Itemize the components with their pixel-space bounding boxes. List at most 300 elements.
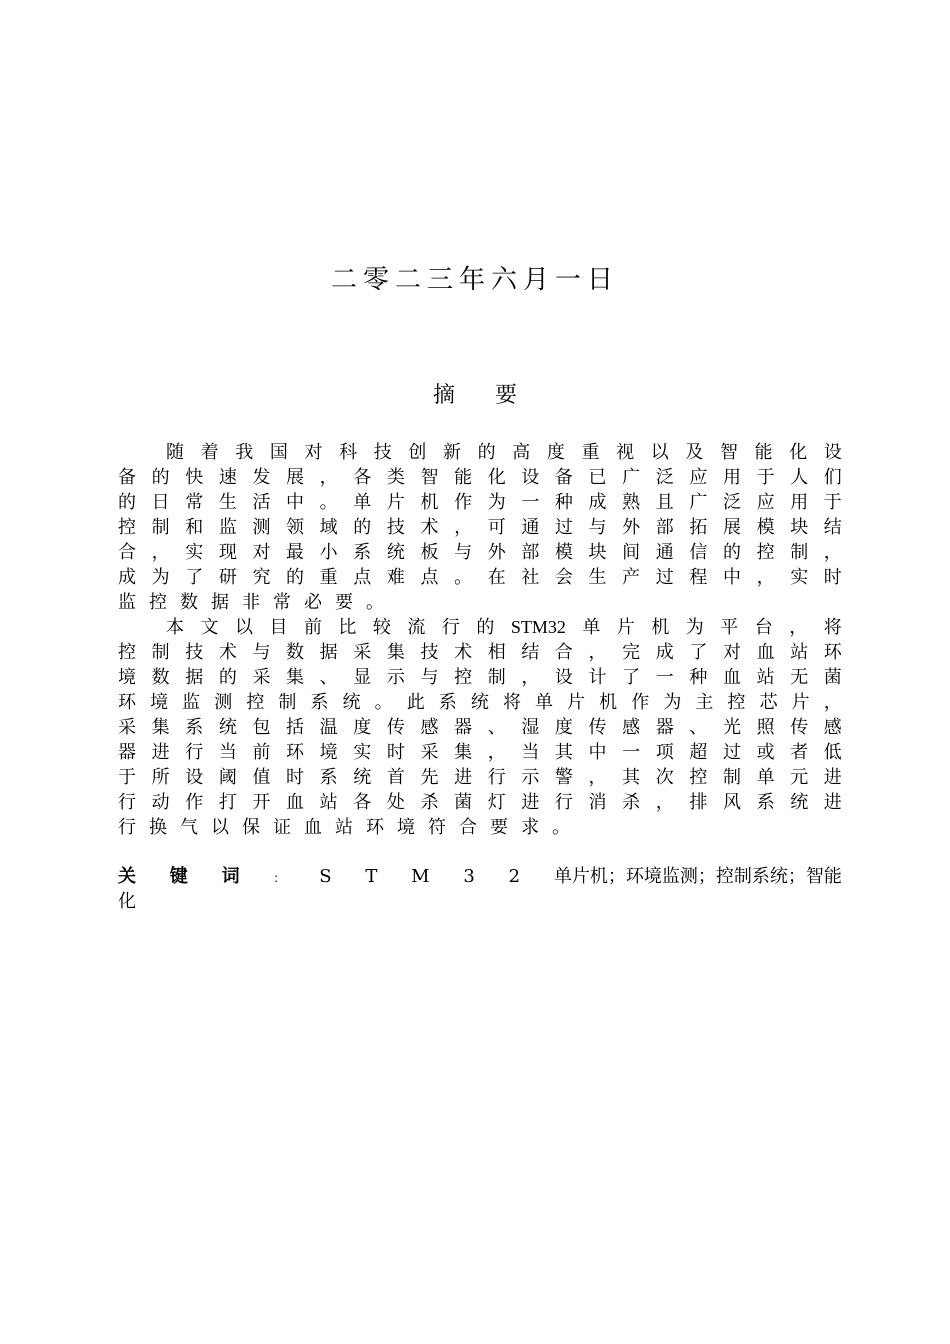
text-char: 首 [386, 767, 405, 788]
text-char: 片 [791, 692, 810, 713]
text-char: 者 [790, 742, 809, 763]
text-char: ， [588, 642, 607, 663]
text-char: 。 [374, 692, 393, 713]
text-char: 血 [756, 642, 775, 663]
text-char: 监 [118, 592, 136, 613]
text-char: 感 [823, 717, 842, 738]
text-char: 单 [756, 767, 775, 788]
text-char: 证 [273, 817, 291, 838]
text-char: 集 [151, 717, 170, 738]
text-char: 片 [567, 692, 586, 713]
text-char: 示 [521, 767, 540, 788]
text-char: 结 [823, 517, 842, 538]
text-char: 前 [303, 617, 322, 638]
text-char: 于 [118, 767, 136, 788]
text-char: 进 [823, 767, 842, 788]
text-char: 控 [727, 692, 746, 713]
keyword-latin: 单片机；环境监测；控制系统；智能 [553, 866, 842, 887]
text-char: 作 [631, 692, 650, 713]
keywords-colon: ： [273, 871, 286, 885]
text-char: 新 [443, 442, 461, 463]
text-char: 技 [185, 642, 204, 663]
text-char: 感 [420, 717, 439, 738]
text-char: 、 [689, 717, 708, 738]
text-char: 板 [420, 542, 439, 563]
text-char: 为 [685, 617, 704, 638]
text-char: 点 [353, 567, 372, 588]
keywords-label-char: 词 [221, 866, 240, 887]
text-char: 在 [487, 567, 506, 588]
text-char: 了 [689, 642, 708, 663]
text-char: 术 [420, 517, 439, 538]
text-char: 比 [338, 617, 357, 638]
text-char: 通 [655, 542, 674, 563]
text-char: 菌 [454, 792, 473, 813]
keyword-char: T [365, 866, 378, 887]
text-char: 采 [252, 667, 271, 688]
text-char: 度 [546, 442, 565, 463]
text-char: 当 [218, 742, 237, 763]
text-char: ， [151, 542, 170, 563]
text-char: 展 [722, 517, 741, 538]
text-char: 机 [420, 492, 439, 513]
text-char: 流 [407, 617, 426, 638]
text-char: 的 [118, 492, 136, 513]
text-line [118, 815, 842, 840]
text-char: 前 [252, 742, 271, 763]
text-char: 常 [273, 592, 291, 613]
text-char: 合 [459, 817, 477, 838]
keywords-line-1 [118, 864, 842, 889]
text-char: 机 [651, 617, 670, 638]
text-char: 速 [218, 467, 237, 488]
text-char: 传 [588, 717, 607, 738]
text-char: ， [521, 667, 540, 688]
text-char: 符 [428, 817, 446, 838]
text-char: 片 [386, 492, 405, 513]
text-char: ， [756, 567, 775, 588]
text-char: 时 [386, 742, 405, 763]
text-char: 种 [689, 667, 708, 688]
text-char: 值 [252, 767, 271, 788]
text-char: 机 [599, 692, 618, 713]
text-char: 统 [353, 767, 372, 788]
text-char: 一 [655, 667, 674, 688]
text-char: 中 [286, 492, 305, 513]
text-char: 显 [353, 667, 372, 688]
text-char: 平 [720, 617, 739, 638]
text-char: 此 [406, 692, 425, 713]
text-char: 合 [554, 642, 573, 663]
text-char: 采 [420, 742, 439, 763]
text-char: 保 [242, 817, 260, 838]
text-char: 实 [790, 567, 809, 588]
text-char: 产 [622, 567, 641, 588]
text-char: 领 [286, 517, 305, 538]
abstract-title [0, 380, 950, 412]
text-char: 感 [622, 717, 641, 738]
text-char: 灯 [487, 792, 506, 813]
text-char: 成 [118, 567, 136, 588]
abstract-title-char-2: 要 [495, 383, 518, 408]
text-char: 的 [722, 542, 741, 563]
text-char: 处 [386, 792, 405, 813]
text-char: 片 [616, 617, 635, 638]
text-char: 种 [554, 492, 573, 513]
text-char: 统 [386, 542, 405, 563]
keyword-char: 2 [508, 866, 521, 887]
text-char: 器 [655, 717, 674, 738]
text-line [118, 490, 842, 515]
text-char: 芯 [759, 692, 778, 713]
text-line [118, 440, 842, 465]
text-char: 监 [218, 517, 237, 538]
text-char: 血 [304, 817, 322, 838]
text-char: 为 [487, 492, 506, 513]
text-char: 境 [397, 817, 415, 838]
text-line [118, 640, 842, 665]
text-char: 域 [319, 517, 338, 538]
text-char: 我 [235, 442, 254, 463]
text-char: 生 [588, 567, 607, 588]
text-char: 主 [695, 692, 714, 713]
text-char: 必 [304, 592, 322, 613]
keywords-line-2 [118, 889, 842, 914]
text-char: 对 [722, 642, 741, 663]
text-char: 台 [754, 617, 773, 638]
text-char: 能 [754, 442, 773, 463]
text-char: 环 [286, 742, 305, 763]
text-char: 系 [310, 692, 329, 713]
text-char: 血 [722, 667, 741, 688]
text-char: 作 [454, 492, 473, 513]
text-char: 和 [185, 517, 204, 538]
text-char: 重 [319, 567, 338, 588]
date-line: 二零二三年六月一日 [330, 265, 619, 295]
text-char: 技 [373, 442, 392, 463]
text-char: 计 [588, 667, 607, 688]
text-char: 数 [151, 667, 170, 688]
text-char: 行 [487, 767, 506, 788]
text-char: 泛 [722, 492, 741, 513]
text-char: 测 [214, 692, 233, 713]
text-char: 示 [386, 667, 405, 688]
text-char: ， [655, 792, 674, 813]
abstract-title-char-1: 摘 [432, 383, 455, 408]
text-char: 国 [269, 442, 288, 463]
text-char: 杀 [420, 792, 439, 813]
text-char: ， [487, 742, 506, 763]
text-char: 境 [150, 692, 169, 713]
text-char: 点 [420, 567, 439, 588]
text-char: 进 [823, 792, 842, 813]
keywords-label-char: 关 [118, 866, 136, 887]
text-char: 站 [756, 667, 775, 688]
abstract-paragraph-1 [118, 440, 842, 615]
text-char: 部 [655, 517, 674, 538]
text-char: 非 [242, 592, 260, 613]
text-char: ， [823, 692, 842, 713]
text-line [118, 790, 842, 815]
text-char: 无 [790, 667, 809, 688]
text-char: 打 [218, 792, 237, 813]
text-char: 术 [218, 642, 237, 663]
abstract-paragraph-2 [118, 615, 842, 840]
text-char: 模 [756, 517, 775, 538]
text-char: 究 [252, 567, 271, 588]
keyword-char: 3 [463, 866, 475, 887]
abstract-body [118, 440, 842, 840]
text-char: 着 [200, 442, 219, 463]
text-line [118, 765, 842, 790]
text-char: 了 [622, 667, 641, 688]
text-char: 动 [151, 792, 170, 813]
text-char: 集 [454, 742, 473, 763]
text-char: 作 [185, 792, 204, 813]
text-char: 设 [823, 442, 842, 463]
text-char: 中 [722, 567, 741, 588]
text-char: 统 [342, 692, 361, 713]
text-char: 的 [151, 467, 170, 488]
text-char: 当 [521, 742, 540, 763]
text-char: 项 [655, 742, 674, 763]
text-char: 难 [386, 567, 405, 588]
text-char: 控 [118, 517, 136, 538]
text-char: 与 [252, 642, 271, 663]
text-char: 本 [166, 617, 184, 638]
text-char: 消 [588, 792, 607, 813]
text-char: 用 [790, 492, 809, 513]
text-line [118, 590, 842, 615]
text-char: 系 [756, 792, 775, 813]
text-char: 集 [386, 642, 405, 663]
text-char: 照 [756, 717, 775, 738]
text-char: 环 [366, 817, 384, 838]
text-char: 对 [252, 542, 271, 563]
text-line [118, 540, 842, 565]
text-char: 生 [218, 492, 237, 513]
text-char: 阈 [218, 767, 237, 788]
text-line [118, 715, 842, 740]
text-char: 成 [655, 642, 674, 663]
text-char: 设 [521, 467, 540, 488]
text-char: 将 [502, 692, 521, 713]
text-char: 创 [408, 442, 427, 463]
text-char: 站 [790, 642, 809, 663]
text-char: 相 [487, 642, 506, 663]
text-char: 与 [454, 542, 473, 563]
text-char: 程 [689, 567, 708, 588]
text-char: 广 [689, 492, 708, 513]
text-char: 传 [790, 717, 809, 738]
text-char: 菌 [823, 667, 842, 688]
text-char: 块 [588, 542, 607, 563]
text-char: 先 [420, 767, 439, 788]
text-char: 应 [689, 467, 708, 488]
text-char: 们 [823, 467, 842, 488]
text-char: ， [823, 542, 842, 563]
text-char: 块 [790, 517, 809, 538]
text-char: 单 [535, 692, 554, 713]
text-char: 应 [756, 492, 775, 513]
text-char: 进 [521, 792, 540, 813]
text-char: 换 [149, 817, 167, 838]
text-char: 备 [554, 467, 573, 488]
text-char: 行 [185, 742, 204, 763]
text-char: 过 [722, 742, 741, 763]
text-char: 拓 [689, 517, 708, 538]
text-char: 控 [118, 642, 136, 663]
text-char: 过 [655, 567, 674, 588]
text-char: 、 [487, 717, 506, 738]
text-char: 开 [252, 792, 271, 813]
text-char: 其 [622, 767, 641, 788]
text-char: 统 [218, 717, 237, 738]
text-char: 据 [185, 667, 204, 688]
text-char: 通 [521, 517, 540, 538]
text-char: 。 [366, 592, 384, 613]
text-char: 完 [622, 642, 641, 663]
text-char: 以 [211, 817, 229, 838]
text-char: 的 [476, 617, 495, 638]
text-char: 集 [286, 667, 305, 688]
text-line [118, 740, 842, 765]
text-char: 各 [353, 792, 372, 813]
text-char: 技 [420, 642, 439, 663]
text-char: 过 [554, 517, 573, 538]
text-char: 最 [286, 542, 305, 563]
text-char: 制 [151, 642, 170, 663]
text-char: 一 [521, 492, 540, 513]
text-char: 结 [521, 642, 540, 663]
text-char: 用 [722, 467, 741, 488]
text-char: 信 [689, 542, 708, 563]
text-char: 现 [218, 542, 237, 563]
text-char: 外 [487, 542, 506, 563]
text-char: 监 [182, 692, 201, 713]
text-char: 风 [722, 792, 741, 813]
text-char: 以 [650, 442, 669, 463]
text-char: 超 [689, 742, 708, 763]
text-line [118, 690, 842, 715]
text-char: 求 [521, 817, 539, 838]
text-char: 度 [353, 717, 372, 738]
text-char: 站 [319, 792, 338, 813]
text-char: 且 [655, 492, 674, 513]
text-char: 与 [588, 517, 607, 538]
text-char: 间 [622, 542, 641, 563]
text-char: 采 [353, 642, 372, 663]
keyword-char: S [319, 866, 332, 887]
text-char: 控 [246, 692, 265, 713]
text-char: 会 [554, 567, 573, 588]
text-char: 括 [286, 717, 305, 738]
text-char: 了 [185, 567, 204, 588]
text-char: 进 [151, 742, 170, 763]
text-char: 行 [441, 617, 460, 638]
text-char: 于 [756, 467, 775, 488]
text-char: 重 [581, 442, 600, 463]
text-char: 系 [185, 717, 204, 738]
text-char: 单 [582, 617, 601, 638]
text-line [118, 465, 842, 490]
keywords-label-char: 键 [169, 866, 188, 887]
text-char: 日 [151, 492, 170, 513]
text-char: 将 [823, 617, 842, 638]
text-char: 采 [118, 717, 136, 738]
text-char: 控 [689, 767, 708, 788]
text-char: 统 [470, 692, 489, 713]
text-char: 类 [386, 467, 405, 488]
text-char: 制 [151, 517, 170, 538]
text-char: 视 [616, 442, 635, 463]
text-char: 科 [339, 442, 358, 463]
text-char: 与 [420, 667, 439, 688]
text-char: 时 [823, 567, 842, 588]
text-char: 据 [319, 642, 338, 663]
text-char: 及 [685, 442, 704, 463]
text-char: 元 [790, 767, 809, 788]
text-char: 人 [790, 467, 809, 488]
text-char: 研 [218, 567, 237, 588]
text-char: 能 [454, 467, 473, 488]
text-char: 环 [118, 692, 136, 713]
text-char: 的 [353, 517, 372, 538]
keyword-char: 化 [118, 891, 136, 912]
text-char: ， [588, 767, 607, 788]
text-char: 社 [521, 567, 540, 588]
text-char: 行 [554, 792, 573, 813]
text-char: 系 [353, 542, 372, 563]
text-line [118, 665, 842, 690]
text-char: 高 [512, 442, 531, 463]
text-char: 智 [420, 467, 439, 488]
text-char: 术 [454, 642, 473, 663]
text-char: 气 [180, 817, 198, 838]
text-char: 数 [286, 642, 305, 663]
text-char: 系 [438, 692, 457, 713]
text-char: 。 [319, 492, 338, 513]
text-char: 行 [118, 792, 136, 813]
text-char: 统 [790, 792, 809, 813]
text-char: 杀 [622, 792, 641, 813]
text-char: 技 [386, 517, 405, 538]
text-char: 智 [720, 442, 738, 463]
text-char: ， [319, 467, 338, 488]
text-char: 要 [490, 817, 508, 838]
text-char: 活 [252, 492, 271, 513]
text-line [118, 515, 842, 540]
text-char: 文 [200, 617, 219, 638]
text-char: 境 [118, 667, 136, 688]
text-char: 。 [552, 817, 570, 838]
text-char: 对 [304, 442, 323, 463]
text-char: 其 [554, 742, 573, 763]
text-char: 度 [554, 717, 573, 738]
text-char: 快 [185, 467, 204, 488]
text-char: 实 [185, 542, 204, 563]
text-char: 湿 [521, 717, 540, 738]
text-char: 外 [622, 517, 641, 538]
text-char: 可 [487, 517, 506, 538]
text-char: 器 [454, 717, 473, 738]
text-char: 实 [353, 742, 372, 763]
text-char: 光 [722, 717, 741, 738]
text-char: 的 [218, 667, 237, 688]
text-char: 部 [521, 542, 540, 563]
text-char: 排 [689, 792, 708, 813]
text-line [118, 615, 842, 640]
